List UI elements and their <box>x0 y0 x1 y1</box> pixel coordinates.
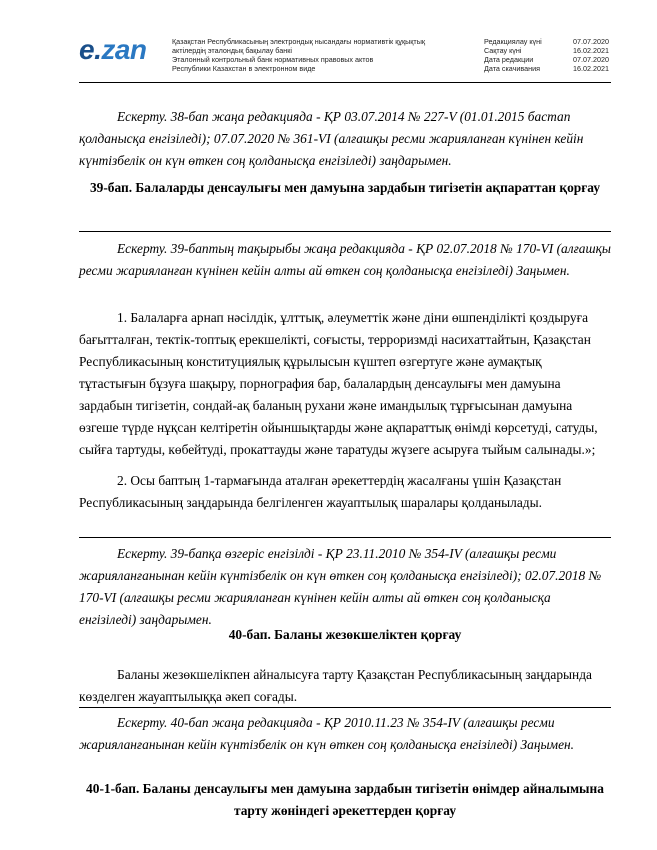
section-divider <box>79 707 611 708</box>
heading-article-40: 40-бап. Баланы жезөкшеліктен қорғау <box>228 627 462 642</box>
header-divider <box>79 82 611 83</box>
article-39-point-2: 2. Осы баптың 1-тармағында аталған әрекеттердің жасалғаны үшін Қазақстан Республикасының заңдарында белгіленген жауаптылық шаралары қолданылады. <box>79 473 562 510</box>
header-line: Қазақстан Республикасының электрондық нысандағы нормативтік құқықтық <box>172 37 425 46</box>
note-article-39-changes: Ескерту. 39-бапқа өзгеріс енгізілді - ҚР 23.11.2010 № 354-IV (алғашқы ресми жарияланғанынан кейін күнтізбелік он күн өткен соң қолданысқа енгізіледі); 02.07.2018 № 170-VI (алғашқы ресми жарияланған күнінен кейін алты ай өткен соң қолданысқа енгізіледі) заңдарымен. <box>79 546 602 627</box>
note-article-38: Ескерту. 38-бап жаңа редакцияда - ҚР 03.07.2014 № 227-V (01.01.2015 бастап қолданысқа енгізіледі); 07.07.2020 № 361-VI (алғашқы ресми жарияланған күнінен кейін күнтізбелік он күн өткен соң қолданысқа енгізіледі) заңдарымен. <box>79 109 584 168</box>
article-40-text: Баланы жезөкшелікпен айналысуға тарту Қазақстан Республикасының заңдарында көзделген жауаптылыққа әкеп соғады. <box>79 667 592 704</box>
header-line: Эталонный контрольный банк нормативных правовых актов <box>172 55 374 64</box>
meta-row: Редакциялау күні 07.07.2020 <box>484 37 609 46</box>
header-line: Республики Казахстан в электронном виде <box>172 64 316 73</box>
note-article-40: Ескерту. 40-бап жаңа редакцияда - ҚР 2010.11.23 № 354-IV (алғашқы ресми жарияланғанынан кейін күнтізбелік он күн өткен соң қолданысқа енгізіледі) Заңымен. <box>79 715 575 752</box>
meta-row: Сақтау күні 16.02.2021 <box>484 46 609 55</box>
document-header <box>0 0 657 90</box>
header-dates <box>484 37 609 73</box>
article-39-point-1: 1. Балаларға арнап нәсілдік, ұлттық, әлеуметтік және діни өшпенділікті қоздыруға бағытталған, тектік-топтық ерекшелікті, соғысты, терроризмді насихаттайтын, Қазақстан Республикасының конституциялық құрылысын күштеп өзгертуге және аумақтық тұтастығын бұзуға шақыру, порнография бар, балалардың денсаулығы мен дамуына зардабын тигізетін, сондай-ақ баланың рухани және имандылық тұрғысынан дамуына өзгеше түрде нұқсан келтіретін ойыншықтарды және ақпараттық өнімді көрсетуді, сатуды, сыйға тартуды, көбейтуді, прокаттауды және таратуды жүзеге асыруға тыйым салынады.»; <box>79 310 598 457</box>
section-divider <box>79 537 611 538</box>
section-divider <box>79 231 611 232</box>
header-line: актілердің эталондық бақылау банкі <box>172 46 292 55</box>
heading-article-40-1: 40-1-бап. Баланы денсаулығы мен дамуына зардабын тигізетін өнімдер айналымына тарту жөніндегі әрекеттерден қорғау <box>86 781 604 818</box>
note-article-39-title: Ескерту. 39-баптың тақырыбы жаңа редакцияда - ҚР 02.07.2018 № 170-VI (алғашқы ресми жарияланған күнінен кейін алты ай өткен соң қолданысқа енгізіледі) Заңымен. <box>79 241 611 278</box>
header-source-text <box>172 37 472 73</box>
meta-row: Дата редакции 07.07.2020 <box>484 55 609 64</box>
heading-article-39: 39-бап. Балаларды денсаулығы мен дамуына зардабын тигізетін ақпараттан қорғау <box>89 180 601 195</box>
meta-row: Дата скачивания 16.02.2021 <box>484 64 609 73</box>
ezan-logo: e.zan <box>79 34 147 65</box>
